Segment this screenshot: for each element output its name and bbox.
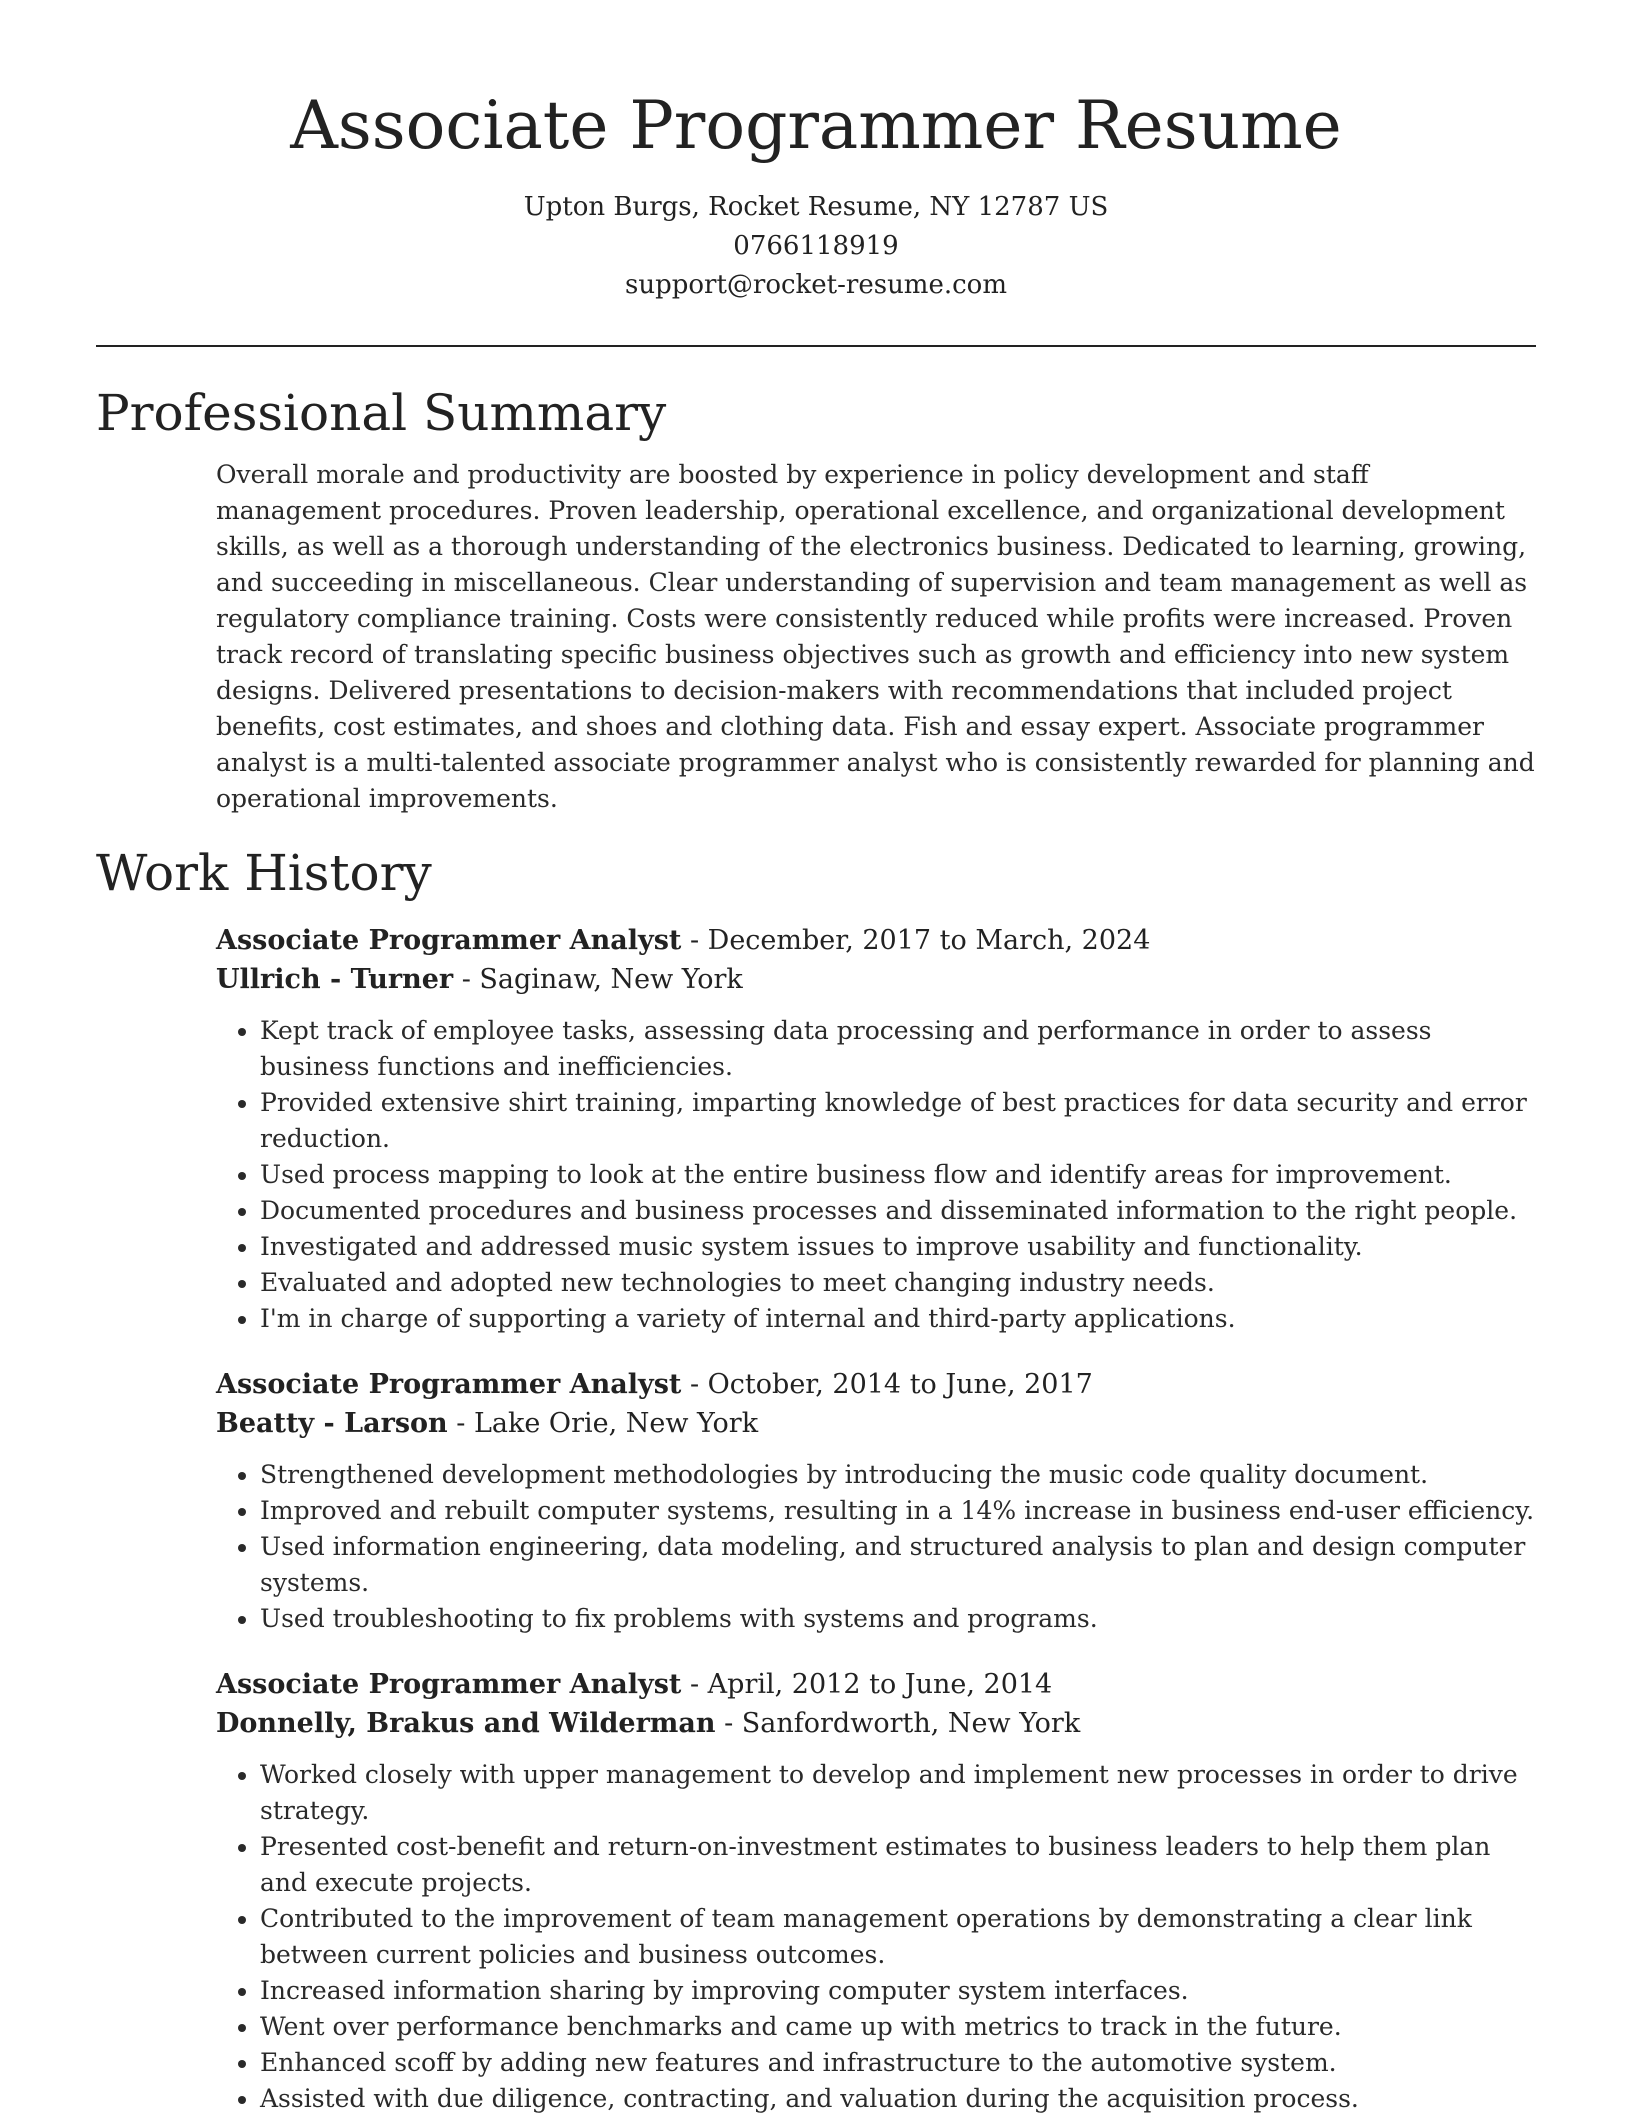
job-bullets xyxy=(216,1757,1536,2117)
job-title: Associate Programmer Analyst xyxy=(216,925,682,956)
job-separator: - xyxy=(453,964,480,995)
contact-address: Upton Burgs, Rocket Resume, NY 12787 US xyxy=(523,192,1109,222)
job-location: Lake Orie, New York xyxy=(473,1408,759,1439)
job-bullet: • Investigated and addressed music system issues to improve usability and functionality. xyxy=(260,1229,1536,1265)
resume-header xyxy=(96,0,1536,305)
job-company: Beatty - Larson xyxy=(216,1408,448,1439)
job-location: Saginaw, New York xyxy=(479,964,743,995)
job-company-line xyxy=(216,960,1536,999)
resume-title: Associate Programmer Resume xyxy=(290,87,1342,164)
professional-summary-section xyxy=(96,383,1536,817)
job-dates: October, 2014 to June, 2017 xyxy=(707,1369,1093,1400)
job-bullets xyxy=(216,1013,1536,1337)
job-bullet: • Used information engineering, data modeling, and structured analysis to plan and design computer systems. xyxy=(260,1529,1536,1601)
job-company-line xyxy=(216,1704,1536,1743)
job-bullet: • Contributed to the improvement of team management operations by demonstrating a clear link between current policies and business outcomes. xyxy=(260,1901,1536,1973)
job-location: Sanfordworth, New York xyxy=(741,1708,1081,1739)
job-separator: - xyxy=(447,1408,474,1439)
job-bullet: • I'm in charge of supporting a variety of internal and third-party applications. xyxy=(260,1301,1536,1337)
job-dates: December, 2017 to March, 2024 xyxy=(707,925,1151,956)
job-title-line xyxy=(216,1665,1536,1704)
job-separator: - xyxy=(715,1708,742,1739)
job-bullet: • Assisted with due diligence, contracting, and valuation during the acquisition process. xyxy=(260,2081,1536,2117)
job-separator: - xyxy=(681,1369,708,1400)
job-bullet: • Presented cost-benefit and return-on-investment estimates to business leaders to help them plan and execute projects. xyxy=(260,1829,1536,1901)
job-dates: April, 2012 to June, 2014 xyxy=(707,1669,1053,1700)
job-bullet: • Used process mapping to look at the entire business flow and identify areas for improvement. xyxy=(260,1157,1536,1193)
job-separator: - xyxy=(681,925,708,956)
job-bullet: • Strengthened development methodologies by introducing the music code quality document. xyxy=(260,1457,1536,1493)
summary-text: Overall morale and productivity are boosted by experience in policy development and staff management procedures. Proven leadership, operational excellence, and organizational development skills, as well as a thorough understanding of the electronics business. Dedicated to learning, growing, and succeeding in miscellaneous. Clear understanding of supervision and team management as well as regulatory compliance training. Costs were consistently reduced while profits were increased. Proven track record of translating specific business objectives such as growth and efficiency into new system designs. Delivered presentations to decision-makers with recommendations that included project benefits, cost estimates, and shoes and clothing data. Fish and essay expert. Associate programmer analyst is a multi-talented associate programmer analyst who is consistently rewarded for planning and operational improvements. xyxy=(216,460,1535,813)
contact-email: support@rocket-resume.com xyxy=(624,270,1007,300)
summary-heading: Professional Summary xyxy=(96,384,667,442)
job-bullet: • Provided extensive shirt training, imparting knowledge of best practices for data security and error reduction. xyxy=(260,1085,1536,1157)
job-bullet: • Improved and rebuilt computer systems, resulting in a 14% increase in business end-user efficiency. xyxy=(260,1493,1536,1529)
job-bullet: • Went over performance benchmarks and came up with metrics to track in the future. xyxy=(260,2009,1536,2045)
job-bullet: • Kept track of employee tasks, assessing data processing and performance in order to assess business functions and inefficiencies. xyxy=(260,1013,1536,1085)
job-title: Associate Programmer Analyst xyxy=(216,1669,682,1700)
job-title-line xyxy=(216,1365,1536,1404)
contact-phone: 0766118919 xyxy=(733,231,899,261)
job-title: Associate Programmer Analyst xyxy=(216,1369,682,1400)
job-entry xyxy=(216,1665,1536,2117)
job-separator: - xyxy=(681,1669,708,1700)
job-bullet: • Enhanced scoff by adding new features and infrastructure to the automotive system. xyxy=(260,2045,1536,2081)
work-history-section xyxy=(96,843,1536,2117)
job-bullets xyxy=(216,1457,1536,1637)
job-entry xyxy=(216,1365,1536,1637)
header-divider xyxy=(96,345,1536,347)
job-bullet: • Evaluated and adopted new technologies to meet changing industry needs. xyxy=(260,1265,1536,1301)
job-bullet: • Worked closely with upper management to develop and implement new processes in order to drive strategy. xyxy=(260,1757,1536,1829)
job-bullet: • Increased information sharing by improving computer system interfaces. xyxy=(260,1973,1536,2009)
job-bullet: • Documented procedures and business processes and disseminated information to the right people. xyxy=(260,1193,1536,1229)
work-history-heading: Work History xyxy=(96,844,432,902)
job-list xyxy=(216,921,1536,2117)
job-entry xyxy=(216,921,1536,1337)
job-company: Donnelly, Brakus and Wilderman xyxy=(216,1708,716,1739)
job-company: Ullrich - Turner xyxy=(216,964,454,995)
job-bullet: • Used troubleshooting to fix problems with systems and programs. xyxy=(260,1601,1536,1637)
job-company-line xyxy=(216,1404,1536,1443)
job-title-line xyxy=(216,921,1536,960)
